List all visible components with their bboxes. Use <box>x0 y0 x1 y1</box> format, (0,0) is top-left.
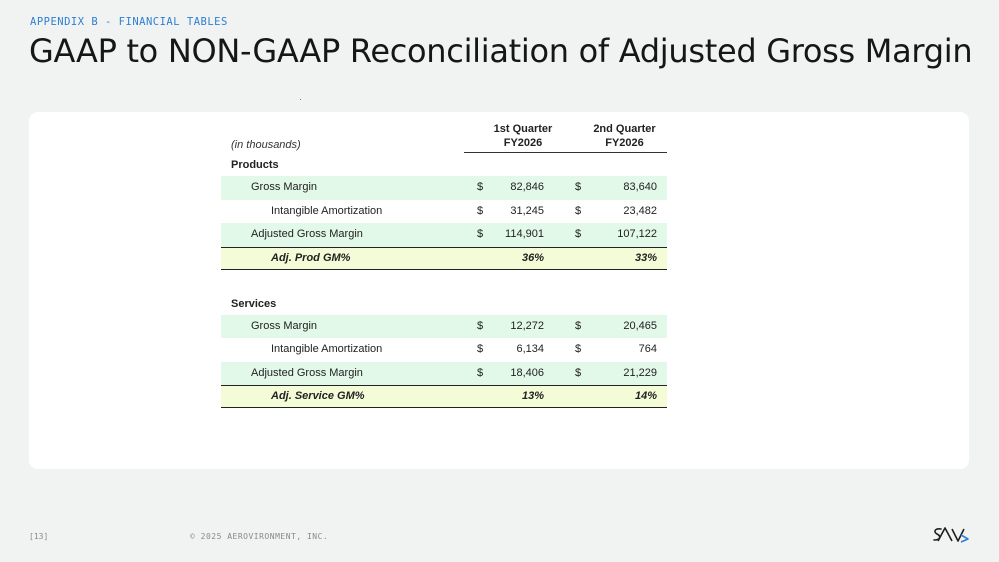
currency-symbol: $ <box>575 319 582 332</box>
page-number: [13] <box>29 532 49 541</box>
value-q2: 21,229 <box>623 366 657 379</box>
currency-symbol: $ <box>477 181 484 193</box>
row-label: Adjusted Gross Margin <box>251 228 363 240</box>
currency-symbol: $ <box>477 204 484 217</box>
value-q1: 31,245 <box>510 204 544 217</box>
row-label: Intangible Amortization <box>271 343 383 355</box>
table-row <box>221 338 667 362</box>
value-q1: 12,272 <box>510 319 544 332</box>
av-logo-icon <box>932 525 970 545</box>
value-q2: 764 <box>638 343 657 355</box>
section-heading-products: Products <box>231 159 279 171</box>
table-row-percent <box>221 385 667 408</box>
table-row <box>221 362 667 386</box>
table-row <box>221 176 667 200</box>
value-q1: 13% <box>521 390 544 402</box>
value-q2: 33% <box>634 251 657 264</box>
table-row <box>221 200 667 224</box>
stray-dot <box>300 99 301 100</box>
value-q2: 83,640 <box>623 181 657 193</box>
value-q2: 20,465 <box>623 319 657 332</box>
value-q1: 18,406 <box>510 366 544 379</box>
currency-symbol: $ <box>575 204 582 217</box>
table-row-percent <box>221 247 667 270</box>
currency-symbol: $ <box>477 228 484 240</box>
table-card <box>29 112 969 469</box>
value-q1: 36% <box>521 251 544 264</box>
column-header-q1-line1: 1st Quarter <box>493 123 553 135</box>
copyright-text: © 2025 AEROVIRONMENT, INC. <box>190 532 329 541</box>
table-row <box>221 315 667 339</box>
currency-symbol: $ <box>477 366 484 379</box>
value-q1: 82,846 <box>510 181 544 193</box>
value-q1: 6,134 <box>516 343 544 355</box>
currency-symbol: $ <box>477 343 484 355</box>
section-heading-services: Services <box>231 297 277 310</box>
row-label: Intangible Amortization <box>271 204 383 217</box>
row-label: Adj. Prod GM% <box>271 251 351 264</box>
table-row <box>221 223 667 247</box>
row-label: Adjusted Gross Margin <box>251 366 363 379</box>
section-spacer <box>221 270 667 293</box>
currency-symbol: $ <box>477 319 484 332</box>
value-q1: 114,901 <box>505 228 544 240</box>
value-q2: 14% <box>634 390 657 402</box>
currency-symbol: $ <box>575 181 582 193</box>
currency-symbol: $ <box>575 366 582 379</box>
reconciliation-table <box>221 122 667 408</box>
column-header-q1-line2: FY2026 <box>503 137 543 149</box>
column-header-q2 <box>582 122 667 153</box>
currency-symbol: $ <box>575 228 582 240</box>
row-label: Gross Margin <box>251 319 318 332</box>
page-title: GAAP to NON-GAAP Reconciliation of Adjusted Gross Margin <box>29 32 973 70</box>
value-q2: 107,122 <box>617 228 657 240</box>
table-header <box>221 122 667 154</box>
eyebrow-label: APPENDIX B - FINANCIAL TABLES <box>30 16 228 28</box>
column-header-q2-line2: FY2026 <box>605 137 644 149</box>
column-header-q1 <box>464 122 582 153</box>
column-header-q2-line1: 2nd Quarter <box>593 123 656 135</box>
row-label: Adj. Service GM% <box>271 390 365 402</box>
value-q2: 23,482 <box>623 204 657 217</box>
units-label: (in thousands) <box>231 139 301 151</box>
row-label: Gross Margin <box>251 181 318 193</box>
currency-symbol: $ <box>575 343 582 355</box>
